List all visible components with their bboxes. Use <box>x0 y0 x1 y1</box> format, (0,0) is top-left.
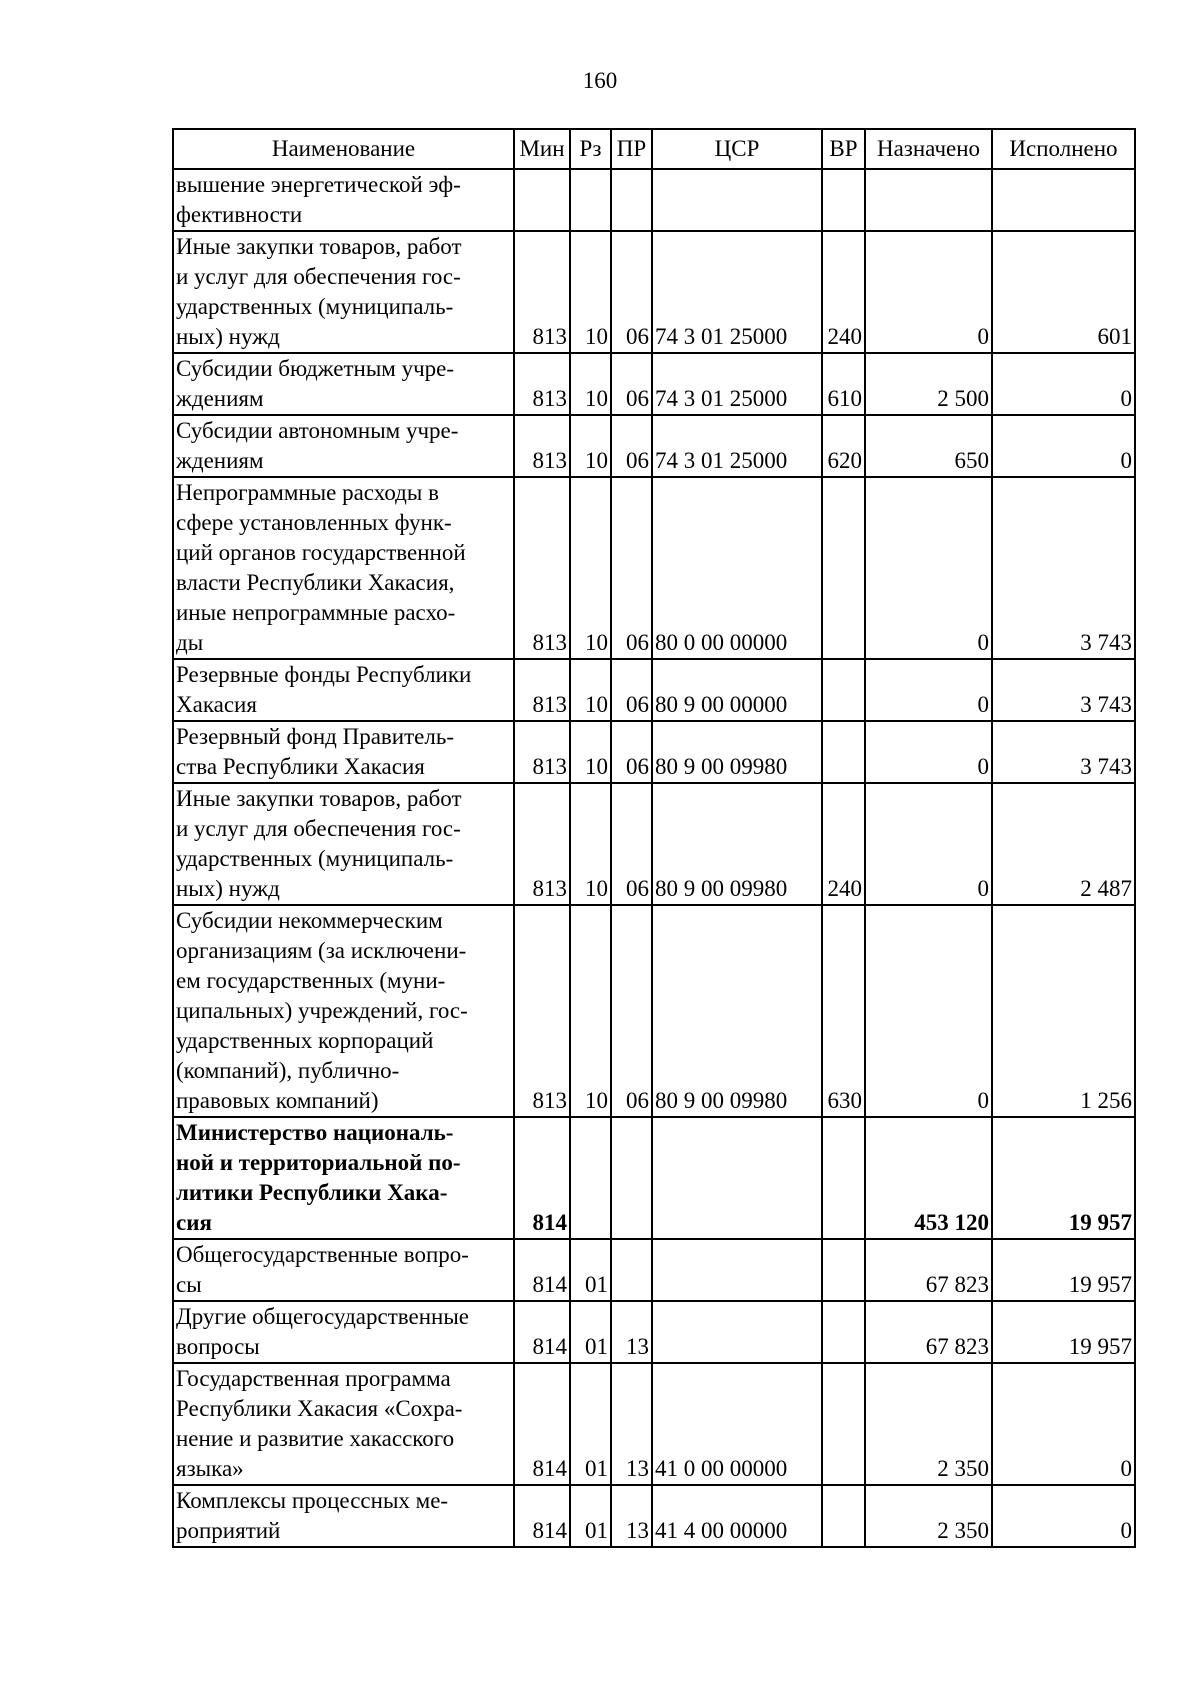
row-csr: 80 9 00 00000 <box>652 659 822 721</box>
page-number: 160 <box>582 68 618 93</box>
row-assigned: 2 350 <box>865 1485 992 1547</box>
row-executed <box>992 169 1135 231</box>
row-rz: 10 <box>570 477 611 659</box>
row-assigned: 67 823 <box>865 1239 992 1301</box>
row-name <box>173 169 514 231</box>
table-row <box>173 169 1135 231</box>
row-name-line: иные непрограммные расхо- <box>176 600 456 625</box>
row-pr: 13 <box>611 1301 652 1363</box>
row-name-line: роприятий <box>176 1518 281 1543</box>
row-vr <box>822 169 865 231</box>
row-name <box>173 1239 514 1301</box>
row-name-line: ждениям <box>176 448 264 473</box>
row-vr <box>822 659 865 721</box>
row-name-line: ных) нужд <box>176 324 280 349</box>
row-vr: 240 <box>822 231 865 353</box>
row-name <box>173 721 514 783</box>
row-name-line: Хакасия <box>176 692 257 717</box>
row-csr: 80 9 00 09980 <box>652 905 822 1117</box>
row-name-line: Иные закупки товаров, работ <box>176 786 462 811</box>
header-name: Наименование <box>173 129 514 169</box>
row-name-line: ства Республики Хакасия <box>176 754 425 779</box>
table-row <box>173 415 1135 477</box>
table-row <box>173 721 1135 783</box>
row-pr: 06 <box>611 231 652 353</box>
row-executed: 601 <box>992 231 1135 353</box>
budget-table <box>172 128 1136 1548</box>
row-rz: 10 <box>570 415 611 477</box>
row-vr <box>822 1301 865 1363</box>
row-min: 814 <box>514 1301 570 1363</box>
row-csr: 41 0 00 00000 <box>652 1363 822 1485</box>
row-vr: 240 <box>822 783 865 905</box>
row-pr <box>611 169 652 231</box>
row-rz: 01 <box>570 1239 611 1301</box>
row-name-line: сия <box>176 1210 212 1235</box>
row-name-line: языка» <box>176 1456 244 1481</box>
row-name <box>173 1363 514 1485</box>
row-csr: 41 4 00 00000 <box>652 1485 822 1547</box>
row-name-line: организациям (за исключени- <box>176 938 467 963</box>
row-executed: 0 <box>992 415 1135 477</box>
row-csr: 74 3 01 25000 <box>652 353 822 415</box>
row-pr: 06 <box>611 477 652 659</box>
row-min <box>514 169 570 231</box>
row-name <box>173 353 514 415</box>
row-rz: 10 <box>570 659 611 721</box>
table-row <box>173 1117 1135 1239</box>
row-min: 814 <box>514 1485 570 1547</box>
row-name-line: Субсидии некоммерческим <box>176 908 443 933</box>
row-name <box>173 477 514 659</box>
row-rz: 10 <box>570 231 611 353</box>
table-row <box>173 353 1135 415</box>
row-name-line: Непрограммные расходы в <box>176 480 439 505</box>
row-executed: 19 957 <box>992 1117 1135 1239</box>
row-name-line: Иные закупки товаров, работ <box>176 234 462 259</box>
row-name-line: ударственных (муниципаль- <box>176 294 454 319</box>
row-rz: 10 <box>570 905 611 1117</box>
table-row <box>173 1485 1135 1547</box>
row-pr: 06 <box>611 783 652 905</box>
row-name-line: ждениям <box>176 386 264 411</box>
row-assigned: 650 <box>865 415 992 477</box>
row-rz: 10 <box>570 353 611 415</box>
row-csr <box>652 1239 822 1301</box>
row-assigned: 0 <box>865 659 992 721</box>
row-name <box>173 1301 514 1363</box>
row-pr: 06 <box>611 415 652 477</box>
row-assigned: 67 823 <box>865 1301 992 1363</box>
row-name-line: Республики Хакасия «Сохра- <box>176 1396 463 1421</box>
header-pr: ПР <box>611 129 652 169</box>
table-row <box>173 905 1135 1117</box>
row-name-line: Субсидии бюджетным учре- <box>176 356 455 381</box>
row-name-line: Министерство националь- <box>176 1120 454 1145</box>
row-executed: 0 <box>992 1363 1135 1485</box>
row-assigned: 0 <box>865 477 992 659</box>
row-csr: 74 3 01 25000 <box>652 415 822 477</box>
row-name-line: Субсидии автономным учре- <box>176 418 459 443</box>
row-pr: 13 <box>611 1363 652 1485</box>
row-assigned: 0 <box>865 231 992 353</box>
row-name <box>173 905 514 1117</box>
row-name-line: ды <box>176 630 204 655</box>
row-rz: 10 <box>570 721 611 783</box>
row-executed: 0 <box>992 353 1135 415</box>
row-executed: 19 957 <box>992 1301 1135 1363</box>
row-rz: 01 <box>570 1363 611 1485</box>
row-name-line: литики Республики Хака- <box>176 1180 448 1205</box>
table-row <box>173 783 1135 905</box>
row-vr <box>822 1239 865 1301</box>
header-min: Мин <box>514 129 570 169</box>
row-name-line: Другие общегосударственные <box>176 1304 469 1329</box>
row-csr: 80 0 00 00000 <box>652 477 822 659</box>
table-row <box>173 1301 1135 1363</box>
row-min: 814 <box>514 1363 570 1485</box>
row-rz: 10 <box>570 783 611 905</box>
row-pr: 13 <box>611 1485 652 1547</box>
table-row <box>173 659 1135 721</box>
row-executed: 0 <box>992 1485 1135 1547</box>
header-rz: Рз <box>570 129 611 169</box>
row-min: 814 <box>514 1117 570 1239</box>
row-name-line: Государственная программа <box>176 1366 451 1391</box>
row-assigned: 0 <box>865 783 992 905</box>
row-name-line: ем государственных (муни- <box>176 968 446 993</box>
row-min: 813 <box>514 353 570 415</box>
row-name-line: сы <box>176 1272 202 1297</box>
row-vr <box>822 721 865 783</box>
row-assigned <box>865 169 992 231</box>
row-name <box>173 783 514 905</box>
row-assigned: 0 <box>865 721 992 783</box>
row-vr: 630 <box>822 905 865 1117</box>
row-name <box>173 415 514 477</box>
row-rz: 01 <box>570 1301 611 1363</box>
row-name-line: ной и территориальной по- <box>176 1150 461 1175</box>
row-name-line: и услуг для обеспечения гос- <box>176 816 461 841</box>
row-name <box>173 1485 514 1547</box>
row-vr: 610 <box>822 353 865 415</box>
row-name-line: ций органов государственной <box>176 540 466 565</box>
row-assigned: 0 <box>865 905 992 1117</box>
row-min: 813 <box>514 415 570 477</box>
row-csr <box>652 169 822 231</box>
row-name-line: (компаний), публично- <box>176 1058 400 1083</box>
row-assigned: 453 120 <box>865 1117 992 1239</box>
row-vr <box>822 477 865 659</box>
row-name-line: сфере установленных функ- <box>176 510 452 535</box>
row-name-line: правовых компаний) <box>176 1088 379 1113</box>
row-executed: 3 743 <box>992 477 1135 659</box>
row-name-line: фективности <box>176 202 303 227</box>
row-name-line: Общегосударственные вопро- <box>176 1242 469 1267</box>
row-csr <box>652 1117 822 1239</box>
row-name-line: Комплексы процессных ме- <box>176 1488 449 1513</box>
row-pr: 06 <box>611 353 652 415</box>
row-executed: 2 487 <box>992 783 1135 905</box>
row-min: 814 <box>514 1239 570 1301</box>
table-row <box>173 1363 1135 1485</box>
row-name <box>173 231 514 353</box>
row-vr <box>822 1485 865 1547</box>
table-row <box>173 1239 1135 1301</box>
row-min: 813 <box>514 477 570 659</box>
row-min: 813 <box>514 721 570 783</box>
row-name-line: вышение энергетической эф- <box>176 172 461 197</box>
row-vr <box>822 1117 865 1239</box>
row-assigned: 2 350 <box>865 1363 992 1485</box>
row-name-line: власти Республики Хакасия, <box>176 570 455 595</box>
row-rz: 01 <box>570 1485 611 1547</box>
row-min: 813 <box>514 905 570 1117</box>
header-assigned: Назначено <box>865 129 992 169</box>
row-rz <box>570 1117 611 1239</box>
row-executed: 19 957 <box>992 1239 1135 1301</box>
row-name <box>173 659 514 721</box>
row-name-line: нение и развитие хакасского <box>176 1426 455 1451</box>
row-pr <box>611 1117 652 1239</box>
header-executed: Исполнено <box>992 129 1135 169</box>
row-name-line: ципальных) учреждений, гос- <box>176 998 468 1023</box>
row-rz <box>570 169 611 231</box>
row-name-line: ударственных корпораций <box>176 1028 434 1053</box>
row-pr: 06 <box>611 721 652 783</box>
row-csr <box>652 1301 822 1363</box>
header-csr: ЦСР <box>652 129 822 169</box>
row-csr: 80 9 00 09980 <box>652 721 822 783</box>
row-executed: 3 743 <box>992 659 1135 721</box>
row-name-line: ных) нужд <box>176 876 280 901</box>
row-name-line: вопросы <box>176 1334 260 1359</box>
row-pr: 06 <box>611 905 652 1117</box>
row-min: 813 <box>514 783 570 905</box>
row-csr: 74 3 01 25000 <box>652 231 822 353</box>
row-executed: 1 256 <box>992 905 1135 1117</box>
row-csr: 80 9 00 09980 <box>652 783 822 905</box>
header-vr: ВР <box>822 129 865 169</box>
row-name <box>173 1117 514 1239</box>
row-min: 813 <box>514 231 570 353</box>
table-row <box>173 231 1135 353</box>
row-name-line: Резервный фонд Правитель- <box>176 724 454 749</box>
row-vr: 620 <box>822 415 865 477</box>
row-pr: 06 <box>611 659 652 721</box>
header-row <box>173 129 1135 169</box>
row-name-line: и услуг для обеспечения гос- <box>176 264 461 289</box>
row-assigned: 2 500 <box>865 353 992 415</box>
row-pr <box>611 1239 652 1301</box>
row-min: 813 <box>514 659 570 721</box>
row-name-line: Резервные фонды Республики <box>176 662 472 687</box>
table-row <box>173 477 1135 659</box>
row-name-line: ударственных (муниципаль- <box>176 846 454 871</box>
row-vr <box>822 1363 865 1485</box>
row-executed: 3 743 <box>992 721 1135 783</box>
